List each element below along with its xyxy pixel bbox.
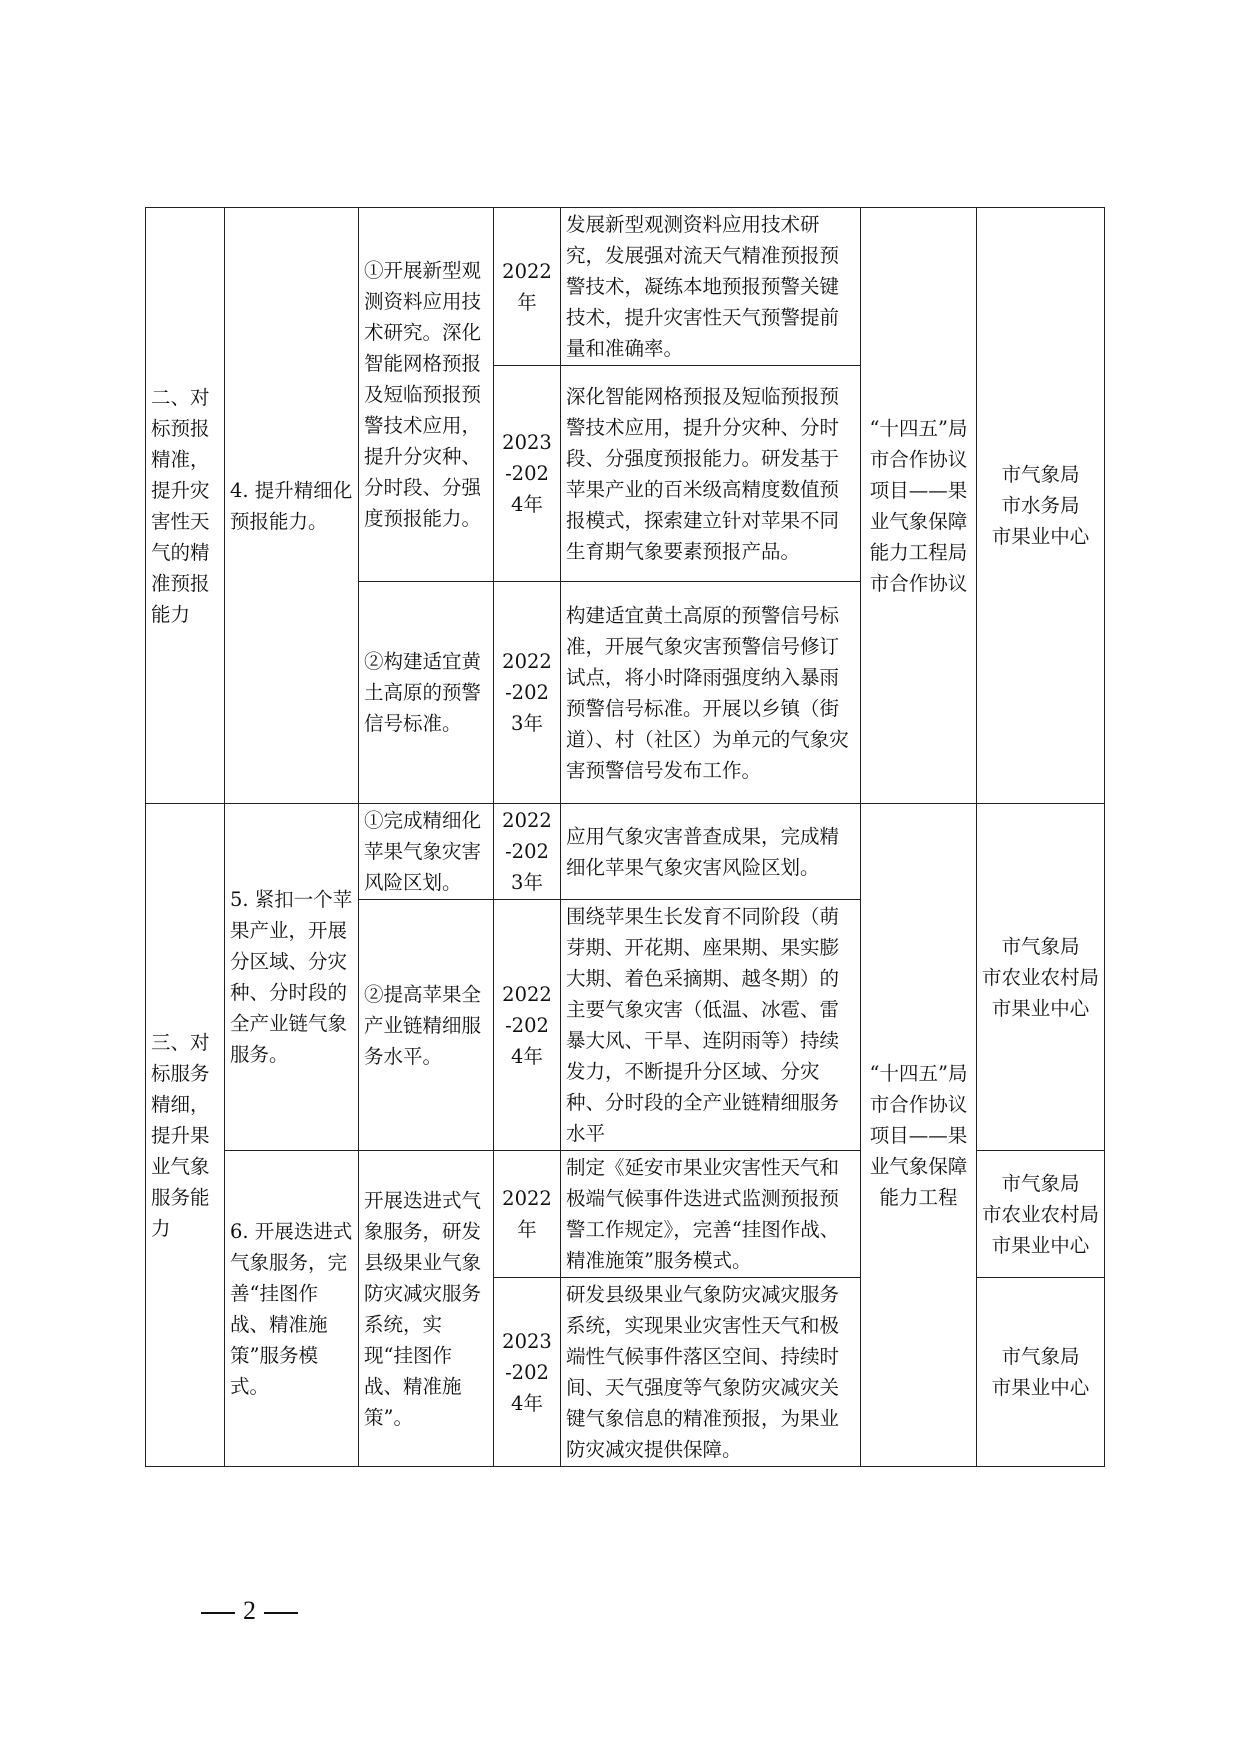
department-cell: 市气象局 市水务局 市果业中心 xyxy=(977,208,1105,804)
page-number xyxy=(193,1596,306,1626)
content-cell: 研发县级果业气象防灾减灾服务系统，实现果业灾害性天气和极端性气候事件落区空间、持续时间、天气强度等气象防灾减灾关键气象信息的精准预报，为果业防灾减灾提供保障。 xyxy=(561,1278,861,1467)
content-cell: 应用气象灾害普查成果，完成精细化苹果气象灾害风险区划。 xyxy=(561,804,861,900)
dash-left xyxy=(201,1612,235,1614)
table-row xyxy=(146,208,1105,366)
category-cell: 二、对标预报精准，提升灾害性天气的精准预报能力 xyxy=(146,208,225,804)
measure-cell: ②提高苹果全产业链精细服务水平。 xyxy=(359,900,494,1151)
category-cell: 三、对标服务精细，提升果业气象服务能力 xyxy=(146,804,225,1467)
time-cell: 2023-2024年 xyxy=(494,366,561,582)
time-cell: 2023-2024年 xyxy=(494,1278,561,1467)
work-plan-table xyxy=(145,207,1105,1467)
page-number-text: 2 xyxy=(243,1596,256,1625)
time-cell: 2022-2023年 xyxy=(494,804,561,900)
content-cell: 深化智能网格预报及短临预报预警技术应用，提升分灾种、分时段、分强度预报能力。研发基于苹果产业的百米级高精度数值预报模式，探索建立针对苹果不同生育期气象要素预报产品。 xyxy=(561,366,861,582)
time-cell: 2022-2024年 xyxy=(494,900,561,1151)
department-cell: 市气象局 市农业农村局 市果业中心 xyxy=(977,804,1105,1151)
task-cell: 6. 开展迭进式气象服务，完善“挂图作战、精准施策”服务模式。 xyxy=(225,1151,359,1467)
time-cell: 2022年 xyxy=(494,1151,561,1278)
dash-right xyxy=(264,1612,298,1614)
project-cell: “十四五”局市合作协议项目——果业气象保障能力工程 xyxy=(861,804,977,1467)
task-cell: 4. 提升精细化预报能力。 xyxy=(225,208,359,804)
measure-cell: ①完成精细化苹果气象灾害风险区划。 xyxy=(359,804,494,900)
department-cell: 市气象局 市果业中心 xyxy=(977,1278,1105,1467)
measure-cell: 开展迭进式气象服务，研发县级果业气象防灾减灾服务系统，实现“挂图作战、精准施策”。 xyxy=(359,1151,494,1467)
project-cell: “十四五”局市合作协议项目——果业气象保障能力工程局市合作协议 xyxy=(861,208,977,804)
task-cell: 5. 紧扣一个苹果产业，开展分区域、分灾种、分时段的全产业链气象服务。 xyxy=(225,804,359,1151)
measure-cell: ①开展新型观测资料应用技术研究。深化智能网格预报及短临预报预警技术应用，提升分灾种、分时段、分强度预报能力。 xyxy=(359,208,494,582)
content-cell: 发展新型观测资料应用技术研究，发展强对流天气精准预报预警技术，凝练本地预报预警关键技术，提升灾害性天气预警提前量和准确率。 xyxy=(561,208,861,366)
measure-cell: ②构建适宜黄土高原的预警信号标准。 xyxy=(359,582,494,804)
content-cell: 围绕苹果生长发育不同阶段（萌芽期、开花期、座果期、果实膨大期、着色采摘期、越冬期）的主要气象灾害（低温、冰雹、雷暴大风、干旱、连阴雨等）持续发力，不断提升分区域、分灾种、分时段的全产业链精细服务水平 xyxy=(561,900,861,1151)
time-cell: 2022年 xyxy=(494,208,561,366)
department-cell: 市气象局 市农业农村局 市果业中心 xyxy=(977,1151,1105,1278)
content-cell: 构建适宜黄土高原的预警信号标准，开展气象灾害预警信号修订试点，将小时降雨强度纳入暴雨预警信号标准。开展以乡镇（街道）、村（社区）为单元的气象灾害预警信号发布工作。 xyxy=(561,582,861,804)
content-cell: 制定《延安市果业灾害性天气和极端气候事件迭进式监测预报预警工作规定》，完善“挂图作战、精准施策”服务模式。 xyxy=(561,1151,861,1278)
time-cell: 2022-2023年 xyxy=(494,582,561,804)
table-row xyxy=(146,804,1105,900)
